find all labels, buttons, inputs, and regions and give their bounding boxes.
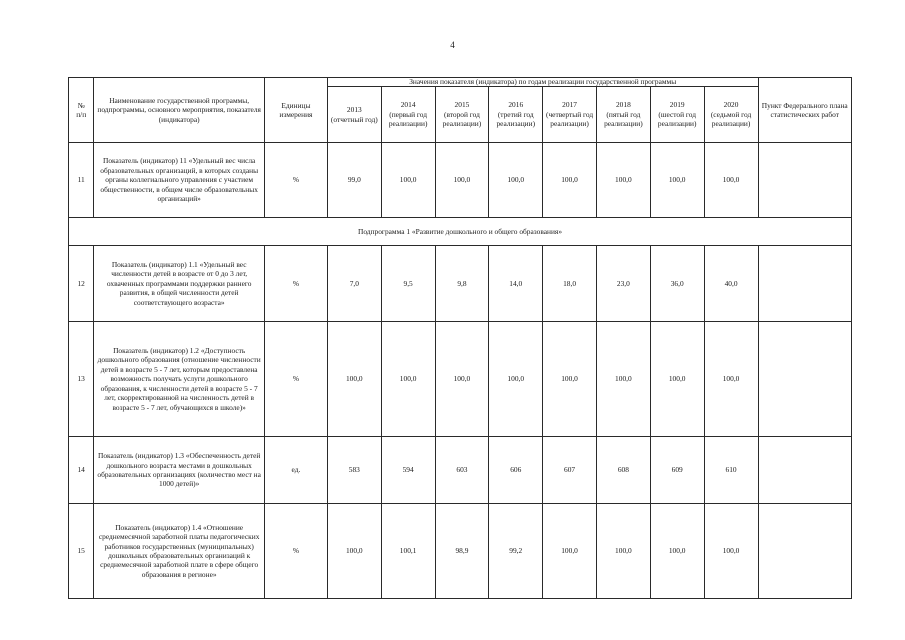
- value-cell: 608: [596, 437, 650, 504]
- row-num: 13: [69, 322, 94, 437]
- value-cell: 14,0: [489, 246, 543, 322]
- indicator-name: Показатель (индикатор) 1.1 «Удельный вес численности детей в возрасте от 0 до 3 лет, охваченных программами поддержки раннего развития, в общей численности детей соответствующего возраста»: [94, 246, 265, 322]
- value-cell: 100,0: [489, 322, 543, 437]
- plan-point-cell: [758, 246, 851, 322]
- value-cell: 607: [543, 437, 597, 504]
- value-cell: 99,2: [489, 504, 543, 599]
- header-year-2014: 2014 (первый год реализации): [381, 87, 435, 143]
- value-cell: 583: [327, 437, 381, 504]
- value-cell: 100,0: [704, 504, 758, 599]
- value-cell: 100,0: [596, 322, 650, 437]
- table-row: [69, 437, 852, 504]
- header-year-2020: 2020 (седьмой год реализации): [704, 87, 758, 143]
- header-year-2016: 2016 (третий год реализации): [489, 87, 543, 143]
- value-cell: 100,0: [543, 322, 597, 437]
- unit-cell: %: [264, 143, 327, 218]
- value-cell: 100,0: [596, 143, 650, 218]
- value-cell: 100,0: [381, 322, 435, 437]
- value-cell: 99,0: [327, 143, 381, 218]
- header-num: № п/п: [69, 78, 94, 143]
- header-year-2013: 2013 (отчетный год): [327, 87, 381, 143]
- page-number: 4: [450, 40, 455, 50]
- value-cell: 100,0: [596, 504, 650, 599]
- row-num: 11: [69, 143, 94, 218]
- value-cell: 100,0: [704, 322, 758, 437]
- table-row: [69, 504, 852, 599]
- value-cell: 100,0: [327, 322, 381, 437]
- subprogram-title: Подпрограмма 1 «Развитие дошкольного и общего образования»: [69, 218, 852, 246]
- header-unit: Единицы измерения: [264, 78, 327, 143]
- row-num: 14: [69, 437, 94, 504]
- unit-cell: %: [264, 504, 327, 599]
- value-cell: 100,1: [381, 504, 435, 599]
- value-cell: 98,9: [435, 504, 489, 599]
- indicator-name: Показатель (индикатор) 1.2 «Доступность дошкольного образования (отношение численности детей в возрасте 5 - 7 лет, которым предоставлена возможность получать услуги дошкольного образования, к численности детей в возрасте 5 - 7 лет, скорректированной на численность детей в возрасте 5 - 7 лет, обучающихся в школе)»: [94, 322, 265, 437]
- value-cell: 40,0: [704, 246, 758, 322]
- value-cell: 36,0: [650, 246, 704, 322]
- header-year-2018: 2018 (пятый год реализации): [596, 87, 650, 143]
- value-cell: 7,0: [327, 246, 381, 322]
- value-cell: 603: [435, 437, 489, 504]
- value-cell: 100,0: [381, 143, 435, 218]
- row-num: 12: [69, 246, 94, 322]
- plan-point-cell: [758, 437, 851, 504]
- unit-cell: %: [264, 246, 327, 322]
- indicators-table: [68, 77, 852, 599]
- plan-point-cell: [758, 143, 851, 218]
- value-cell: 100,0: [489, 143, 543, 218]
- value-cell: 100,0: [327, 504, 381, 599]
- value-cell: 9,5: [381, 246, 435, 322]
- value-cell: 18,0: [543, 246, 597, 322]
- indicator-name: Показатель (индикатор) 1.3 «Обеспеченность детей дошкольного возраста местами в дошкольных образовательных организациях (количество мест на 1000 детей)»: [94, 437, 265, 504]
- table-row: [69, 246, 852, 322]
- header-year-2019: 2019 (шестой год реализации): [650, 87, 704, 143]
- value-cell: 100,0: [704, 143, 758, 218]
- table-row: [69, 322, 852, 437]
- value-cell: 100,0: [435, 322, 489, 437]
- plan-point-cell: [758, 322, 851, 437]
- subprogram-row: [69, 218, 852, 246]
- header-name: Наименование государственной программы, подпрограммы, основного мероприятия, показателя (индикатора): [94, 78, 265, 143]
- header-year-2015: 2015 (второй год реализации): [435, 87, 489, 143]
- indicator-name: Показатель (индикатор) 11 «Удельный вес числа образовательных организаций, в которых созданы органы коллегиального управления с участием общественности, в общем числе образовательных организаций»: [94, 143, 265, 218]
- value-cell: 594: [381, 437, 435, 504]
- table-row: [69, 143, 852, 218]
- value-cell: 100,0: [650, 504, 704, 599]
- indicator-name: Показатель (индикатор) 1.4 «Отношение среднемесячной заработной платы педагогических работников государственных (муниципальных) дошкольных образовательных организаций к среднемесячной заработной плате в сфере общего образования в регионе»: [94, 504, 265, 599]
- row-num: 15: [69, 504, 94, 599]
- value-cell: 100,0: [543, 504, 597, 599]
- unit-cell: ед.: [264, 437, 327, 504]
- value-cell: 100,0: [435, 143, 489, 218]
- value-cell: 100,0: [650, 322, 704, 437]
- value-cell: 100,0: [650, 143, 704, 218]
- value-cell: 100,0: [543, 143, 597, 218]
- header-year-2017: 2017 (четвертый год реализации): [543, 87, 597, 143]
- value-cell: 9,8: [435, 246, 489, 322]
- value-cell: 610: [704, 437, 758, 504]
- plan-point-cell: [758, 504, 851, 599]
- value-cell: 23,0: [596, 246, 650, 322]
- unit-cell: %: [264, 322, 327, 437]
- header-plan-point: Пункт Федерального плана статистических работ: [758, 78, 851, 143]
- header-values-group: Значения показателя (индикатора) по годам реализации государственной программы: [327, 78, 758, 87]
- value-cell: 606: [489, 437, 543, 504]
- value-cell: 609: [650, 437, 704, 504]
